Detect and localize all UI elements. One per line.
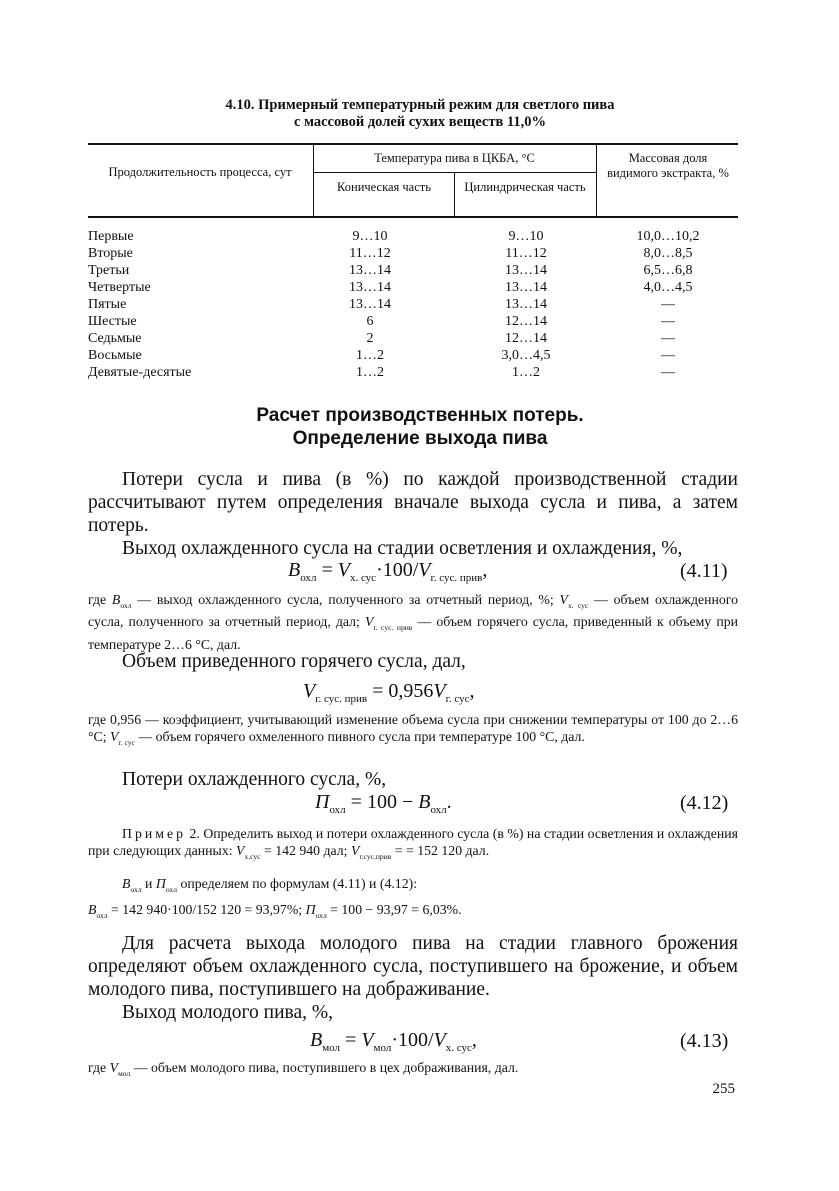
formula-4-13: $B_{мол} = V_{мол}\cdot 100/V_{х. сус}$, — [310, 1029, 477, 1054]
cell-period: Седьмые — [88, 331, 142, 346]
equation-number-4-11: (4.11) — [680, 560, 728, 582]
cell-period: Третьи — [88, 263, 130, 278]
cell-period: Вторые — [88, 246, 133, 261]
cell-extract: — — [661, 297, 675, 312]
header-conical: Коническая часть — [337, 180, 431, 194]
formula-4-11: $B_{охл} = V_{х. сус}\cdot 100/V_{г. сус. прив}$, — [288, 559, 488, 584]
where-block-4-11: где $B_{охл}$ — выход охлажденного сусла, полученного за отчетный период, %; $V_{х. сус}$ — объем охлажденного сусла, полученного за отчетный период, дал; $V_{г. сус. прив}$ — объем горячего сусла, приведенный к объему при температуре 2…6 °С, дал. — [88, 592, 738, 652]
cell-cylindrical: 13…14 — [505, 263, 547, 278]
paragraph-reduced-wort-volume: Объем приведенного горячего сусла, дал, — [122, 651, 466, 672]
cell-conical: 1…2 — [356, 348, 384, 363]
equation-number-4-12: (4.12) — [680, 792, 729, 814]
cell-extract: 4,0…4,5 — [643, 280, 693, 295]
cell-cylindrical: 9…10 — [508, 229, 544, 244]
cell-cylindrical: 12…14 — [505, 331, 547, 346]
cell-conical: 9…10 — [352, 229, 388, 244]
paragraph-chilled-wort-losses: Потери охлажденного сусла, %, — [122, 769, 387, 790]
table-top-rule — [88, 143, 738, 145]
cell-cylindrical: 12…14 — [505, 314, 547, 329]
table-row — [88, 262, 738, 279]
table-row — [88, 330, 738, 347]
section-title — [150, 404, 690, 450]
cell-conical: 13…14 — [349, 297, 391, 312]
cell-period: Первые — [88, 229, 134, 244]
table-caption — [150, 97, 690, 131]
example-2: Пример 2. Определить выход и потери охлажденного сусла (в %) на стадии осветления и охлаждения при следующих данных: $V_{х.сус} = 142$ 940 дал; $V_{г.сус.прив}$ = = 152 120 дал. — [88, 826, 738, 861]
cell-extract: 10,0…10,2 — [636, 229, 700, 244]
table-header-bottom-rule — [88, 216, 738, 218]
cell-conical: 2 — [366, 331, 374, 346]
example-2-result: $B_{охл} = 142$ 940·100/152 120 = 93,97%; $П_{охл} = 100 - 93,97 = 6,03\%$. — [88, 902, 462, 920]
table-vline-3 — [596, 143, 597, 217]
formula-reduced-volume: $V_{г. сус. прив} = 0,956V_{г. сус}$, — [303, 680, 475, 705]
cell-extract: — — [661, 331, 675, 346]
table-caption-line1: 4.10. Примерный температурный режим для светлого пива — [225, 97, 615, 113]
cell-cylindrical: 1…2 — [512, 365, 540, 380]
page-number: 255 — [712, 1081, 735, 1097]
table-row — [88, 296, 738, 313]
paragraph-losses-intro: Потери сусла и пива (в %) по каждой производственной стадии рассчитывают путем определения вначале выхода сусла и пива, а затем потерь. — [88, 469, 738, 536]
example-2-method: $B_{охл}$ и $П_{охл}$ определяем по формулам (4.11) и (4.12): — [122, 876, 418, 894]
header-temperature: Температура пива в ЦКБА, °С — [374, 151, 535, 165]
cell-cylindrical: 3,0…4,5 — [501, 348, 551, 363]
header-duration: Продолжительность процесса, сут — [108, 165, 292, 179]
table-row — [88, 245, 738, 262]
cell-period: Четвертые — [88, 280, 151, 295]
cell-extract: 8,0…8,5 — [643, 246, 693, 261]
table-row — [88, 228, 738, 245]
table-row — [88, 364, 738, 381]
cell-conical: 11…12 — [349, 246, 391, 261]
header-cylindrical: Цилиндрическая часть — [464, 180, 586, 194]
cell-cylindrical: 11…12 — [505, 246, 547, 261]
table-caption-line2: с массовой долей сухих веществ 11,0% — [294, 114, 546, 130]
cell-extract: — — [661, 365, 675, 380]
cell-period: Восьмые — [88, 348, 142, 363]
cell-conical: 6 — [366, 314, 374, 329]
cell-period: Шестые — [88, 314, 137, 329]
cell-cylindrical: 13…14 — [505, 280, 547, 295]
section-title-line1: Расчет производственных потерь. — [256, 405, 584, 426]
equation-number-4-13: (4.13) — [680, 1030, 729, 1052]
cell-period: Пятые — [88, 297, 127, 312]
table-row — [88, 313, 738, 330]
where-block-4-13: где $V_{мол}$ — объем молодого пива, поступившего в цех дображивания, дал. — [88, 1060, 519, 1078]
where-block-coefficient: где 0,956 — коэффициент, учитывающий изменение объема сусла при снижении температуры от 100 до 2…6 °С; $V_{г. сус}$ — объем горячего охмеленного пивного сусла при температуре 100 °С, дал. — [88, 712, 738, 747]
cell-extract: 6,5…6,8 — [643, 263, 693, 278]
example-label: Пример — [122, 826, 186, 841]
table-vline-2 — [454, 172, 455, 217]
paragraph-young-beer-intro: Для расчета выхода молодого пива на стадии главного брожения определяют объем охлажденного сусла, поступившего на брожение, и объем молодого пива, поступившего на дображивание. — [88, 933, 738, 1000]
cell-conical: 13…14 — [349, 263, 391, 278]
table-row — [88, 279, 738, 296]
cell-extract: — — [661, 314, 675, 329]
section-title-line2: Определение выхода пива — [292, 428, 548, 449]
paragraph-chilled-wort-yield: Выход охлажденного сусла на стадии осветления и охлаждения, %, — [122, 538, 683, 559]
cell-conical: 1…2 — [356, 365, 384, 380]
cell-period: Девятые-десятые — [88, 365, 192, 380]
header-extract: Массовая доля видимого экстракта, % — [607, 151, 729, 180]
paragraph-young-beer-yield: Выход молодого пива, %, — [122, 1002, 334, 1023]
formula-4-12: $П_{охл} = 100 - B_{охл}$. — [315, 791, 452, 816]
cell-extract: — — [661, 348, 675, 363]
cell-cylindrical: 13…14 — [505, 297, 547, 312]
cell-conical: 13…14 — [349, 280, 391, 295]
table-row — [88, 347, 738, 364]
